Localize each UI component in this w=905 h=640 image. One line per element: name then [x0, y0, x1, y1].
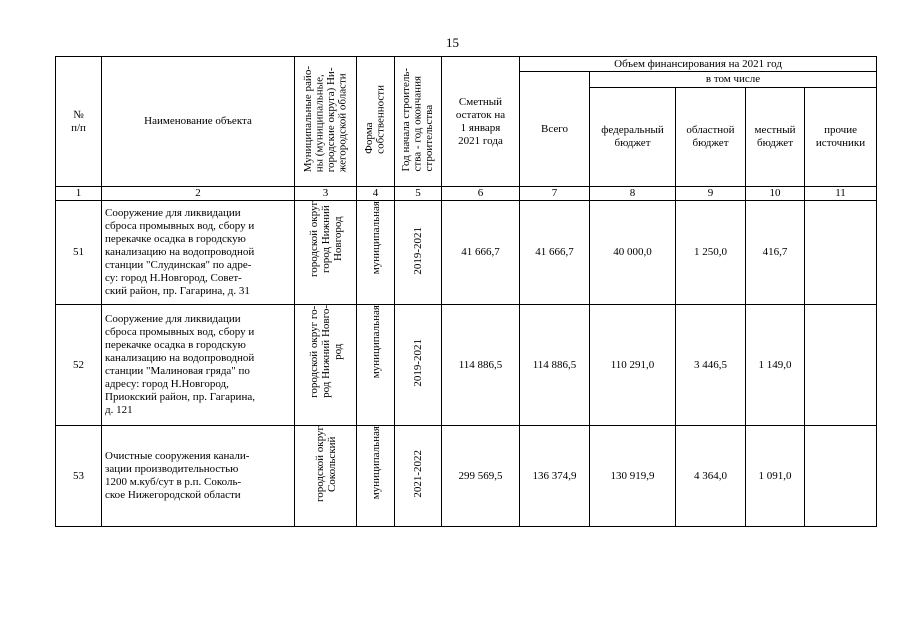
header-name: Наименование объекта [102, 57, 295, 187]
header-estimate: Сметный остаток на 1 января 2021 года [442, 57, 520, 187]
table-row [56, 305, 877, 426]
municipality-cell [295, 426, 357, 527]
federal-cell: 40 000,0 [590, 201, 676, 305]
col-num-9: 9 [676, 187, 746, 201]
col-num-1: 1 [56, 187, 102, 201]
col-num-6: 6 [442, 187, 520, 201]
total-cell: 114 886,5 [520, 305, 590, 426]
header-years-text: Год начала строитель- ства - год окончания строительства [399, 67, 435, 172]
header-other: прочие источники [805, 88, 877, 187]
municipality-text: городской округ го- род Нижний Новго- род [307, 305, 344, 398]
ownership-cell [357, 426, 395, 527]
table-row [56, 201, 877, 305]
regional-cell: 4 364,0 [676, 426, 746, 527]
local-cell: 416,7 [746, 201, 805, 305]
other-cell [805, 305, 877, 426]
object-name: Очистные сооружения канали- зации производительностью 1200 м.куб/сут в р.п. Соколь- ское Нижегородской области [102, 426, 295, 527]
header-local: местный бюджет [746, 88, 805, 187]
years-text: 2021-2022 [412, 450, 424, 498]
header-years [395, 57, 442, 187]
total-cell: 41 666,7 [520, 201, 590, 305]
col-num-10: 10 [746, 187, 805, 201]
municipality-text: городской округ Сокольский [313, 426, 338, 503]
regional-cell: 1 250,0 [676, 201, 746, 305]
total-cell: 136 374,9 [520, 426, 590, 527]
ownership-cell [357, 305, 395, 426]
header-regional: областной бюджет [676, 88, 746, 187]
years-text: 2019-2021 [412, 339, 424, 387]
municipality-cell [295, 305, 357, 426]
header-financing: Объем финансирования на 2021 год [520, 57, 877, 72]
years-cell [395, 201, 442, 305]
header-ownership [357, 57, 395, 187]
financing-table [55, 56, 877, 527]
ownership-text: муниципальная [369, 426, 382, 500]
federal-cell: 110 291,0 [590, 305, 676, 426]
col-num-4: 4 [357, 187, 395, 201]
col-num-8: 8 [590, 187, 676, 201]
federal-cell: 130 919,9 [590, 426, 676, 527]
object-name: Сооружение для ликвидации сброса промывных вод, сбору и перекачке осадка в городскую канализацию на водопроводной станции "Малиновая гряда" по адресу: город Н.Новгород, Приокский район, пр. Гагарина, д. 121 [102, 305, 295, 426]
column-numbers-row [56, 187, 877, 201]
other-cell [805, 201, 877, 305]
col-num-3: 3 [295, 187, 357, 201]
local-cell: 1 091,0 [746, 426, 805, 527]
row-num: 53 [56, 426, 102, 527]
estimate-cell: 299 569,5 [442, 426, 520, 527]
page-number: 15 [446, 35, 459, 50]
years-text: 2019-2021 [412, 226, 424, 275]
row-num: 51 [56, 201, 102, 305]
header-including: в том числе [590, 72, 877, 88]
regional-cell: 3 446,5 [676, 305, 746, 426]
estimate-cell: 114 886,5 [442, 305, 520, 426]
row-num: 52 [56, 305, 102, 426]
table-row [56, 426, 877, 527]
header-municipality-text: Муниципальные райо- ны (муниципальные, городские округа) Ни- жегородской области [301, 66, 348, 173]
col-num-11: 11 [805, 187, 877, 201]
header-federal: федеральный бюджет [590, 88, 676, 187]
header-num: № п/п [56, 57, 102, 187]
other-cell [805, 426, 877, 527]
ownership-cell [357, 201, 395, 305]
ownership-text: муниципальная [369, 201, 382, 275]
col-num-5: 5 [395, 187, 442, 201]
col-num-7: 7 [520, 187, 590, 201]
header-municipality [295, 57, 357, 187]
estimate-cell: 41 666,7 [442, 201, 520, 305]
local-cell: 1 149,0 [746, 305, 805, 426]
years-cell [395, 426, 442, 527]
municipality-text: городской округ город Нижний Новгород [307, 201, 344, 278]
municipality-cell [295, 201, 357, 305]
years-cell [395, 305, 442, 426]
header-ownership-text: Форма собственности [363, 85, 387, 154]
header-total: Всего [520, 72, 590, 187]
col-num-2: 2 [102, 187, 295, 201]
header-row-1 [56, 57, 877, 72]
ownership-text: муниципальная [369, 305, 382, 379]
object-name: Сооружение для ликвидации сброса промывных вод, сбору и перекачке осадка в городскую канализацию на водопроводной станции "Слудинская" по адре- су: город Н.Новгород, Совет- ский район, пр. Гагарина, д. 31 [102, 201, 295, 305]
